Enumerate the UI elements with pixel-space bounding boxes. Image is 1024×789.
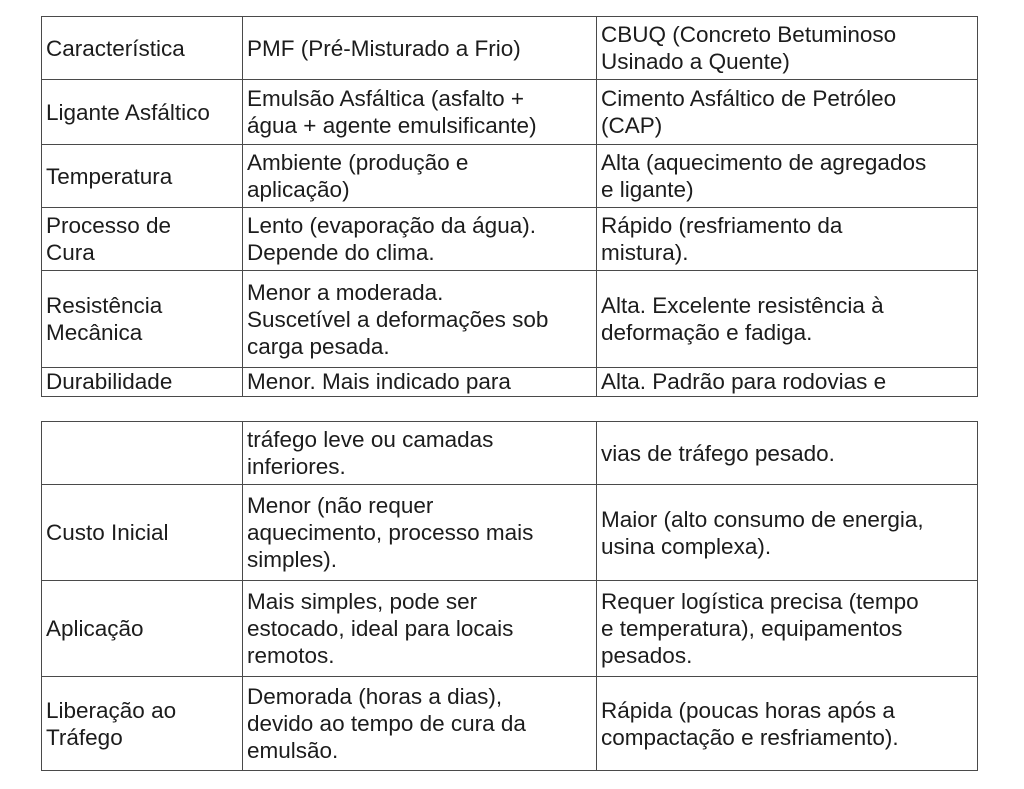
row-label: Temperatura [42,145,243,208]
row-cbuq-cell: Rápida (poucas horas após a compactação e resfriamento). [597,677,978,771]
row-label: Durabilidade [42,368,243,397]
row-label: Aplicação [42,581,243,677]
row-cbuq-cell: Alta. Excelente resistência à deformação e fadiga. [597,271,978,368]
row-pmf-cell: Menor (não requer aquecimento, processo mais simples). [243,485,597,581]
comparison-table-part-2 [41,421,978,771]
table-row-ligante [42,80,978,145]
row-pmf-cell: Demorada (horas a dias), devido ao tempo de cura da emulsão. [243,677,597,771]
table-row-liberacao [42,677,978,771]
table-header-row [42,17,978,80]
row-label: Ligante Asfáltico [42,80,243,145]
table-row-durabilidade-continued [42,422,978,485]
table-row-custo [42,485,978,581]
table-row-durabilidade [42,368,978,397]
row-cbuq-cell: Requer logística precisa (tempo e temperatura), equipamentos pesados. [597,581,978,677]
row-label: Custo Inicial [42,485,243,581]
header-cbuq: CBUQ (Concreto Betuminoso Usinado a Quente) [597,17,978,80]
row-pmf-cell: Emulsão Asfáltica (asfalto + água + agente emulsificante) [243,80,597,145]
row-cbuq-cell: Alta. Padrão para rodovias e [597,368,978,397]
table-row-cura [42,208,978,271]
header-pmf: PMF (Pré-Misturado a Frio) [243,17,597,80]
row-pmf-cell: Lento (evaporação da água). Depende do clima. [243,208,597,271]
table-row-temperatura [42,145,978,208]
table-row-resistencia [42,271,978,368]
row-label: Liberação ao Tráfego [42,677,243,771]
row-cbuq-cell: Cimento Asfáltico de Petróleo (CAP) [597,80,978,145]
table-row-aplicacao [42,581,978,677]
row-cbuq-cell: vias de tráfego pesado. [597,422,978,485]
row-pmf-cell: Menor a moderada. Suscetível a deformações sob carga pesada. [243,271,597,368]
row-pmf-cell: Ambiente (produção e aplicação) [243,145,597,208]
row-pmf-cell: Menor. Mais indicado para [243,368,597,397]
row-cbuq-cell: Maior (alto consumo de energia, usina complexa). [597,485,978,581]
header-characteristic: Característica [42,17,243,80]
row-cbuq-cell: Alta (aquecimento de agregados e ligante) [597,145,978,208]
row-label: Processo de Cura [42,208,243,271]
row-pmf-cell: Mais simples, pode ser estocado, ideal para locais remotos. [243,581,597,677]
row-label [42,422,243,485]
row-pmf-cell: tráfego leve ou camadas inferiores. [243,422,597,485]
row-label: Resistência Mecânica [42,271,243,368]
row-cbuq-cell: Rápido (resfriamento da mistura). [597,208,978,271]
comparison-table-part-1 [41,16,978,397]
